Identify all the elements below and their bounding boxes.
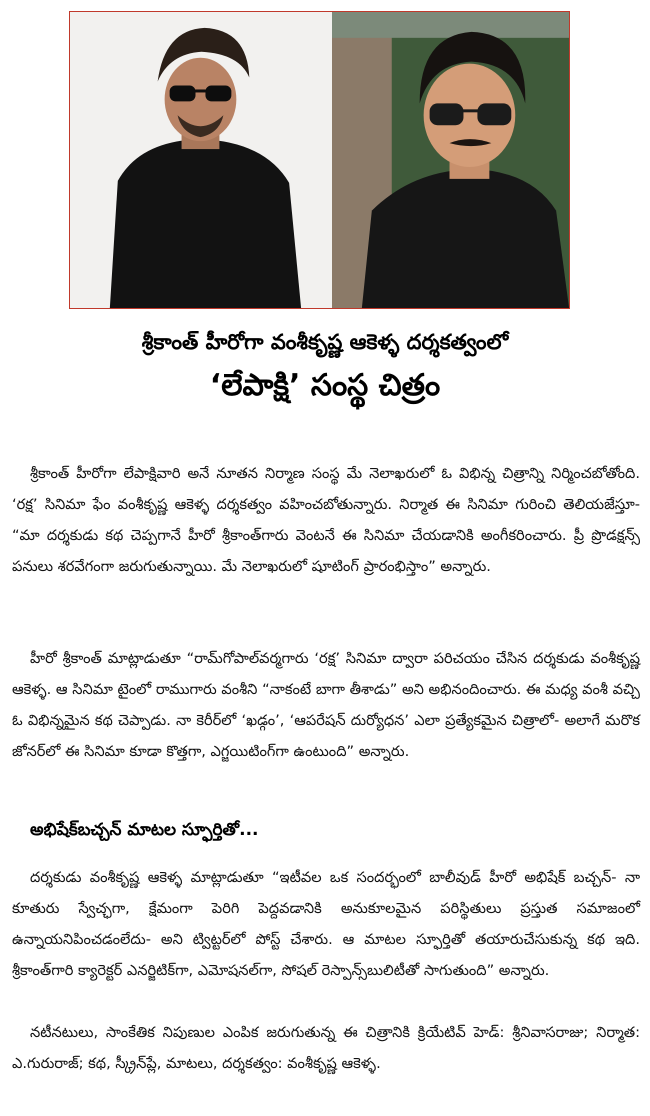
article-paragraph-4: నటీనటులు, సాంకేతిక నిపుణుల ఎంపిక జరుగుతున్న ఈ చిత్రానికి క్రియేటివ్ హెడ్: శ్రీనివాసరాజు; నిర్మాత: ఎ.గురురాజ్; కథ, స్క్రీన్‌ప్లే, మాటలు, దర్శకత్వం: వంశీకృష్ణ ఆకెళ్ళ. — [12, 1024, 640, 1072]
article-paragraph-2: హీరో శ్రీకాంత్ మాట్లాడుతూ “రామ్‌గోపాల్‌వర్మగారు ‘రక్ష’ సినిమా ద్వారా పరిచయం చేసిన దర్శకుడు వంశీకృష్ణ ఆకెళ్ళ. ఆ సినిమా టైంలో రాముగారు వంశీని “నాకంటే బాగా తీశాడు” అని అభినందించారు. ఈ మధ్య వంశీ వచ్చి ఓ విభిన్నమైన కథ చెప్పాడు. నా కెరీర్‌లో ‘ఖడ్గం’, ‘ఆపరేషన్ దుర్యోధన’ ఎలా ప్రత్యేకమైన చిత్రాలో- అలాగే మరొక జోనర్‌లో ఈ సినిమా కూడా కొత్తగా, ఎగ్జయిటింగ్‌గా ఉంటుంది” అన్నారు. — [12, 650, 640, 760]
portrait-photo-left — [70, 12, 332, 308]
article-subheading: అభిషేక్‌బచ్చన్ మాటల స్ఫూర్తితో... — [30, 820, 259, 840]
article-paragraph-1: శ్రీకాంత్ హీరోగా లేపాక్షివారి అనే నూతన నిర్మాణ సంస్థ మే నెలాఖరులో ఓ విభిన్న చిత్రాన్ని నిర్మించబోతోంది. ‘రక్ష’ సినిమా ఫేం వంశీకృష్ణ ఆకెళ్ళ దర్శకత్వం వహించబోతున్నారు. నిర్మాత ఈ సినిమా గురించి తెలియజేస్తూ- “మా దర్శకుడు కథ చెప్పగానే హీరో శ్రీకాంత్‌గారు వెంటనే ఈ సినిమా చేయడానికి అంగీకరించారు. ప్రీ ప్రొడక్షన్స్ పనులు శరవేగంగా జరుగుతున్నాయి. మే నెలాఖరులో షూటింగ్ ప్రారంభిస్తాం” అన్నారు. — [12, 465, 640, 575]
portrait-photo-right — [332, 12, 569, 308]
article-paragraph-3: దర్శకుడు వంశీకృష్ణ ఆకెళ్ళ మాట్లాడుతూ “ఇటీవల ఒక సందర్భంలో బాలీవుడ్ హీరో అభిషేక్ బచ్చన్- నా కూతురు స్వేచ్ఛగా, క్షేమంగా పెరిగి పెద్దవడానికి అనుకూలమైన పరిస్థితులు ప్రస్తుత సమాజంలో ఉన్నాయనిపించడంలేదు- అని ట్విట్టర్‌లో పోస్ట్ చేశారు. ఆ మాటల స్ఫూర్తితో తయారుచేసుకున్న కథ ఇది. శ్రీకాంత్‌గారి క్యారెక్టర్ ఎనర్జిటిక్‌గా, ఎమోషనల్‌గా, సోషల్ రెస్పాన్స్‌బులిటీతో సాగుతుంది” అన్నారు. — [12, 869, 640, 979]
headline-line-1: శ్రీకాంత్ హీరోగా వంశీకృష్ణ ఆకెళ్ళ దర్శకత్వంలో — [141, 330, 509, 354]
headline-line-2: ‘లేపాక్షి’ సంస్థ చిత్రం — [209, 368, 441, 403]
photo-collage — [69, 11, 570, 309]
